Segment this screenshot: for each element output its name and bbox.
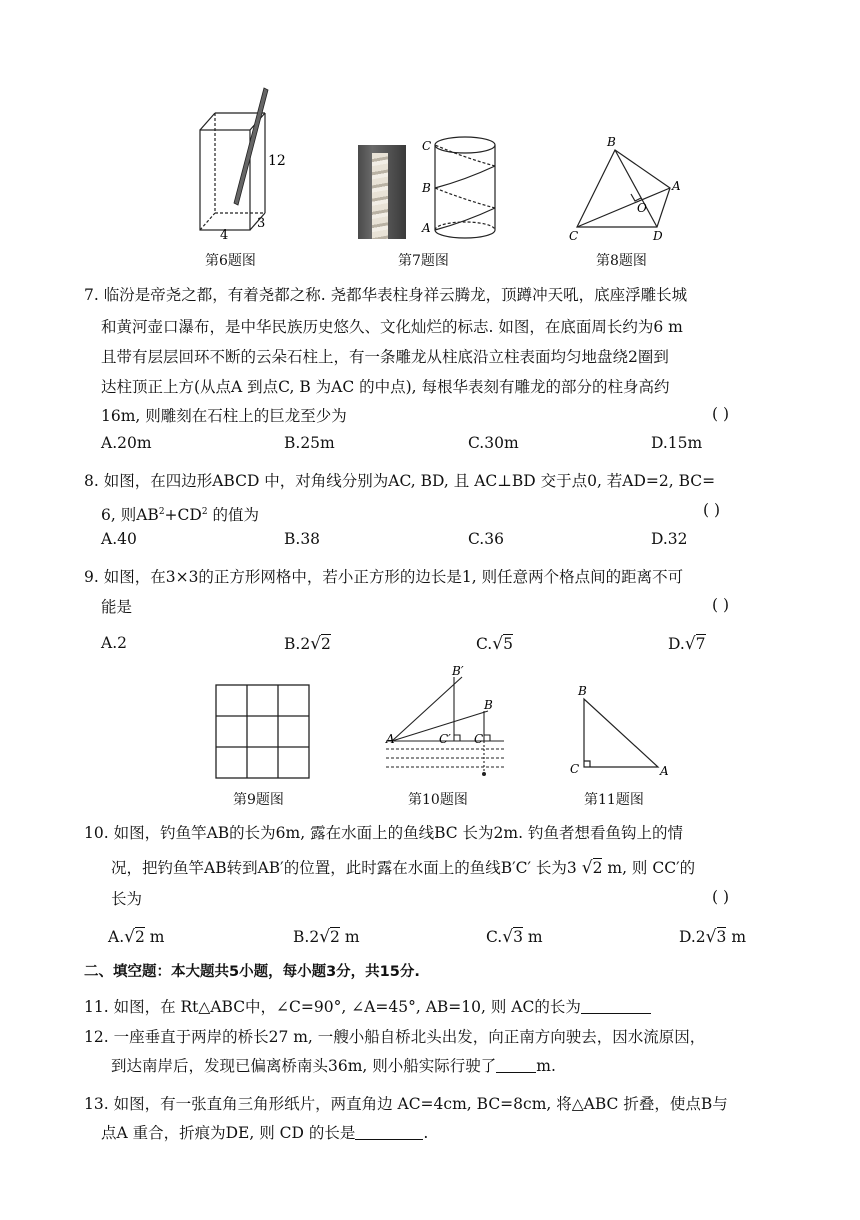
- fig10-label-a: A: [386, 732, 395, 746]
- q7-option-b: B.25m: [284, 434, 335, 452]
- fig8-label-c: C: [569, 229, 579, 243]
- q9-option-b: B.2√2: [284, 634, 331, 654]
- q7-option-a: A.20m: [101, 434, 152, 452]
- q8-option-b: B.38: [284, 530, 321, 548]
- q9-option-c: C.√5: [476, 634, 513, 654]
- q10-line-2: 况，把钓鱼竿AB转到AB′的位置，此时露在水面上的鱼线B′C′ 长为3 √2 m, 则 CC′的: [111, 858, 696, 878]
- q8-option-d: D.32: [651, 530, 688, 548]
- fig7-label-a: A: [422, 221, 431, 235]
- q8-answer-paren: ( ): [703, 501, 721, 519]
- fig7-caption: 第7题图: [398, 253, 449, 269]
- q9-line-2: 能是: [101, 598, 133, 616]
- q12-line-2: 到达南岸后，发现已偏离桥南头36m, 则小船实际行驶了 m.: [111, 1057, 556, 1075]
- q10-option-c: C.√3 m: [486, 927, 543, 947]
- q12-answer-blank[interactable]: [496, 1056, 536, 1073]
- huabiao-pillar-photo: [358, 145, 406, 239]
- fig10-label-cprime: C′: [439, 732, 451, 746]
- fig8-label-b: B: [607, 135, 616, 149]
- q7-line-5: 16m, 则雕刻在石柱上的巨龙至少为: [101, 407, 347, 425]
- q10-line-1: 10. 如图，钓鱼竿AB的长为6m, 露在水面上的鱼线BC 长为2m. 钓鱼者想看鱼钩上的情: [84, 824, 683, 842]
- q9-option-a: A.2: [101, 634, 127, 652]
- q9-line-1: 9. 如图，在3×3的正方形网格中，若小正方形的边长是1, 则任意两个格点间的距离不可: [84, 568, 684, 586]
- q9-answer-paren: ( ): [712, 596, 730, 614]
- fig10-caption: 第10题图: [408, 792, 468, 808]
- q10-option-d: D.2√3 m: [679, 927, 747, 947]
- q7-line-1: 7. 临汾是帝尧之都，有着尧都之称. 尧都华表柱身祥云腾龙，顶蹲冲天吼，底座浮雕长城: [84, 286, 688, 304]
- q7-line-2: 和黄河壶口瀑布，是中华民族历史悠久、文化灿烂的标志. 如图，在底面周长约为6 m: [101, 318, 683, 336]
- q7-answer-paren: ( ): [712, 405, 730, 423]
- q10-option-a: A.√2 m: [108, 927, 165, 947]
- fig6-width-label: 4: [220, 228, 229, 240]
- fig11-caption: 第11题图: [584, 792, 644, 808]
- fig11-label-c: C: [570, 762, 580, 776]
- fig6-depth-label: 3: [257, 216, 266, 231]
- q8-option-a: A.40: [101, 530, 137, 548]
- fig8-label-a: A: [672, 179, 681, 193]
- q12-line-1: 12. 一座垂直于两岸的桥长27 m, 一艘小船自桥北头出发，向正南方向驶去，因水流原因，: [84, 1028, 706, 1046]
- q10-line-3: 长为: [111, 890, 143, 908]
- q13-line-1: 13. 如图，有一张直角三角形纸片，两直角边 AC=4cm, BC=8cm, 将△ABC 折叠，使点B与: [84, 1095, 728, 1113]
- q10-answer-paren: ( ): [712, 888, 730, 906]
- figure-10-fishing-rod: [384, 663, 509, 783]
- fig10-label-b: B: [484, 698, 493, 712]
- q10-option-b: B.2√2 m: [293, 927, 360, 947]
- fig10-label-c: C: [474, 732, 484, 746]
- q11-line: 11. 如图，在 Rt△ABC中，∠C=90°, ∠A=45°, AB=10, 则 AC的长为: [84, 996, 651, 1018]
- q13-line-2: 点A 重合，折痕为DE, 则 CD 的长是 .: [101, 1124, 429, 1142]
- fig11-label-a: A: [660, 764, 669, 778]
- q8-option-c: C.36: [468, 530, 504, 548]
- figure-11-right-triangle: [566, 683, 676, 783]
- q7-option-d: D.15m: [651, 434, 703, 452]
- fig7-label-b: B: [422, 181, 431, 195]
- q9-option-d: D.√7: [668, 634, 706, 654]
- fig9-caption: 第9题图: [233, 792, 284, 808]
- figure-8-quadrilateral: [565, 130, 695, 245]
- q13-answer-blank[interactable]: [355, 1123, 423, 1140]
- fig6-caption: 第6题图: [205, 253, 256, 269]
- figure-6-box-with-stick: [190, 85, 290, 240]
- fig7-label-c: C: [422, 139, 432, 153]
- section-2-title: 二、填空题：本大题共5小题，每小题3分，共15分.: [84, 964, 420, 980]
- q8-line-1: 8. 如图，在四边形ABCD 中，对角线分别为AC, BD, 且 AC⊥BD 交于点0, 若AD=2, BC=: [84, 472, 716, 490]
- fig8-caption: 第8题图: [596, 253, 647, 269]
- figure-9-grid: [214, 683, 314, 783]
- fig8-label-d: D: [653, 229, 663, 243]
- q7-line-4: 达柱顶正上方(从点A 到点C, B 为AC 的中点), 每根华表刻有雕龙的部分的柱身高约: [101, 378, 670, 396]
- fig8-label-o: O: [637, 201, 647, 215]
- fig11-label-b: B: [578, 684, 587, 698]
- q7-option-c: C.30m: [468, 434, 519, 452]
- fig10-label-bprime: B′: [452, 664, 464, 678]
- q11-answer-blank[interactable]: [581, 997, 651, 1014]
- figure-7-cylinder: [420, 130, 500, 245]
- q7-line-3: 且带有层层回环不断的云朵石柱上，有一条雕龙从柱底沿立柱表面均匀地盘绕2圈到: [101, 348, 669, 366]
- q8-line-2: 6, 则$AB^2+CD^2$ 的值为: [101, 506, 259, 525]
- fig6-height-label: 12: [268, 153, 286, 169]
